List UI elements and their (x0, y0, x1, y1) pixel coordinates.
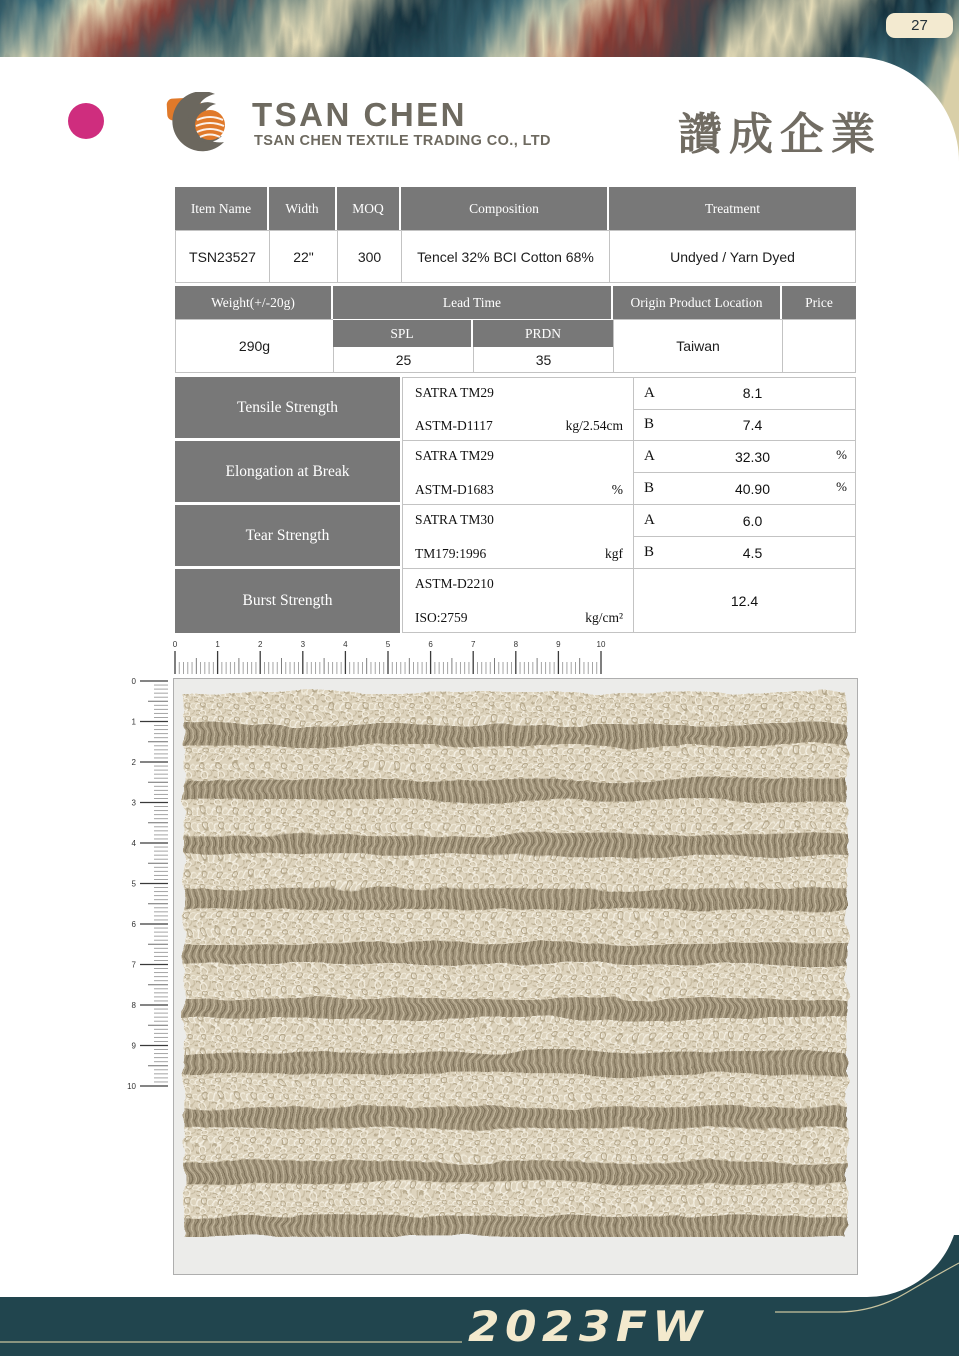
brand-name: TSAN CHEN (252, 96, 468, 133)
spec-header-row (175, 187, 856, 230)
origin-value: Taiwan (613, 319, 782, 373)
fabric-swatch-texture (180, 688, 851, 1237)
row-key: A (644, 512, 655, 528)
row-value: 4.5 (742, 544, 763, 561)
col-header-price: Price (782, 286, 856, 319)
test-unit: % (611, 482, 623, 497)
svg-text:5: 5 (131, 879, 136, 889)
horizontal-ruler (166, 639, 612, 677)
svg-text:2: 2 (257, 640, 263, 649)
col-header-weight: Weight(+/-20g) (175, 286, 331, 319)
test-name: Tensile Strength (175, 377, 400, 441)
page-number: 27 (911, 17, 928, 34)
test-values-cell (634, 441, 856, 505)
col-header-treatment: Treatment (609, 187, 856, 230)
row-key: A (644, 448, 655, 464)
col-header-lead-time: Lead Time (333, 286, 611, 319)
spec-value-row (175, 230, 856, 283)
spec-table-secondary (175, 286, 856, 373)
brand-cjk-name: 讚成企業 (678, 109, 882, 160)
pink-dot-marker (68, 103, 104, 139)
secondary-value-row (175, 319, 856, 373)
test-results-table (175, 377, 856, 633)
svg-text:7: 7 (470, 640, 476, 649)
row-key: A (644, 384, 655, 401)
row-value: 40.90 (734, 480, 771, 497)
test-method-cell (402, 569, 634, 633)
width-value: 22" (269, 230, 337, 283)
col-header-item-name: Item Name (175, 187, 267, 230)
svg-text:6: 6 (428, 640, 433, 649)
weight-value: 290g (175, 319, 333, 373)
row-value: 8.1 (742, 385, 763, 402)
svg-text:8: 8 (131, 1001, 136, 1010)
svg-text:4: 4 (343, 640, 348, 649)
svg-text:8: 8 (513, 640, 519, 649)
row-value: 32.30 (734, 448, 771, 465)
test-values-cell (634, 569, 856, 633)
spec-table-main (175, 187, 856, 283)
page-number-badge (886, 13, 953, 38)
spl-header: SPL (333, 320, 471, 347)
row-suffix: % (836, 479, 847, 494)
composition-value: Tencel 32% BCI Cotton 68% (401, 230, 609, 283)
svg-text:9: 9 (556, 640, 561, 649)
test-values-cell (634, 377, 856, 441)
price-value (782, 319, 856, 373)
svg-text:6: 6 (131, 920, 136, 929)
test-row-tensile (175, 377, 856, 441)
col-header-origin: Origin Product Location (613, 286, 780, 319)
lead-time-block (333, 319, 613, 373)
item-name-value: TSN23527 (175, 230, 269, 283)
test-row-tear (175, 505, 856, 569)
fabric-swatch-photo (173, 678, 858, 1275)
test-values-cell (634, 505, 856, 569)
test-method-cell (402, 377, 634, 441)
season-wordmark: 2023FW (468, 1302, 708, 1351)
test-row-burst (175, 569, 856, 633)
test-method-line2: TM179:1996 (415, 546, 487, 561)
test-unit: kg/cm² (585, 610, 623, 625)
test-method-line1: ASTM-D2210 (415, 576, 494, 591)
test-method-cell (402, 505, 634, 569)
svg-text:1: 1 (131, 717, 136, 727)
svg-text:1: 1 (215, 640, 220, 649)
test-unit: kg/2.54cm (565, 418, 623, 433)
spl-value: 25 (333, 347, 473, 373)
svg-text:4: 4 (131, 839, 136, 848)
test-name: Elongation at Break (175, 441, 400, 505)
single-value: 12.4 (730, 592, 759, 609)
prdn-header: PRDN (473, 320, 613, 347)
test-method-line1: SATRA TM29 (415, 385, 494, 400)
brand-subtitle: TSAN CHEN TEXTILE TRADING CO., LTD (254, 133, 551, 149)
test-row-elongation (175, 441, 856, 505)
svg-text:0: 0 (172, 640, 178, 649)
row-value: 7.4 (742, 416, 763, 433)
svg-text:10: 10 (596, 640, 606, 649)
treatment-value: Undyed / Yarn Dyed (609, 230, 856, 283)
test-method-line2: ISO:2759 (415, 610, 468, 625)
secondary-header-row (175, 286, 856, 319)
prdn-value: 35 (473, 347, 613, 373)
test-method-line1: SATRA TM30 (415, 512, 494, 527)
svg-text:2: 2 (131, 758, 136, 767)
svg-text:7: 7 (131, 960, 136, 970)
test-method-line2: ASTM-D1117 (415, 418, 493, 433)
svg-text:5: 5 (385, 640, 391, 649)
test-name: Burst Strength (175, 569, 400, 633)
row-key: B (644, 544, 655, 560)
row-key: B (644, 416, 655, 433)
col-header-width: Width (269, 187, 335, 230)
test-name: Tear Strength (175, 505, 400, 569)
svg-text:10: 10 (127, 1082, 136, 1091)
row-value: 6.0 (742, 512, 763, 529)
test-method-line2: ASTM-D1683 (415, 482, 494, 497)
col-header-moq: MOQ (337, 187, 399, 230)
moq-value: 300 (337, 230, 401, 283)
row-suffix: % (836, 447, 847, 462)
svg-text:9: 9 (131, 1041, 136, 1051)
svg-text:3: 3 (300, 640, 306, 649)
test-method-line1: SATRA TM29 (415, 448, 494, 463)
svg-text:3: 3 (131, 798, 136, 808)
tsan-chen-logo-icon (166, 92, 238, 154)
svg-text:0: 0 (131, 677, 136, 686)
row-key: B (644, 480, 655, 496)
vertical-ruler (122, 670, 170, 1100)
test-unit: kgf (605, 546, 623, 561)
test-method-cell (402, 441, 634, 505)
col-header-composition: Composition (401, 187, 607, 230)
